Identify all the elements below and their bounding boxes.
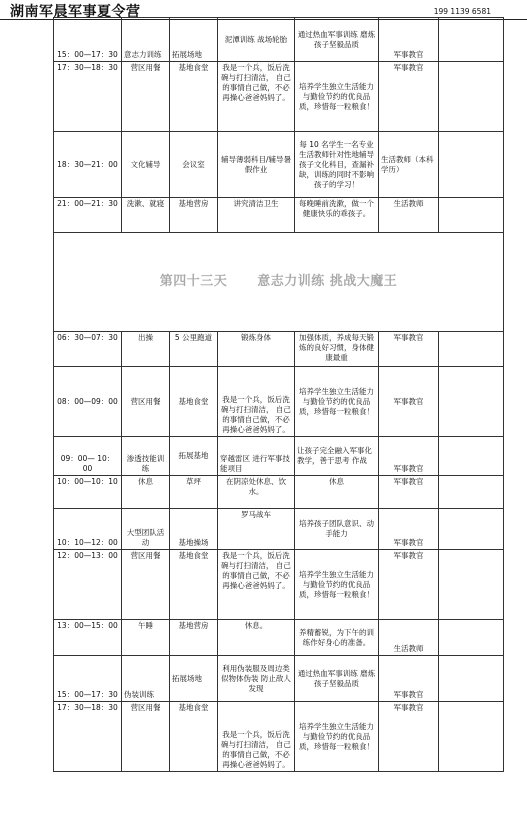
- cell-content: 我是一个兵，饭后洗碗与打扫清洁， 自己的事情自己做，不必再操心爸爸妈妈了。: [218, 62, 295, 132]
- cell-empty: [439, 620, 504, 656]
- cell-content: 穿越雷区 进行军事技能项目: [218, 437, 295, 476]
- cell-activity: 渗透技能训练: [122, 437, 170, 476]
- cell-staff: 军事教官: [379, 509, 439, 550]
- table-row: [54, 509, 504, 550]
- cell-location: 基地食堂: [170, 702, 218, 772]
- cell-purpose: 加强体质，养成每天锻炼的良好习惯，身体健康最重: [295, 332, 379, 367]
- cell-activity: 出操: [122, 332, 170, 367]
- cell-staff: 军事教官: [379, 18, 439, 62]
- cell-activity: 营区用餐: [122, 62, 170, 132]
- cell-empty: [439, 550, 504, 620]
- cell-time: 15：00—17：30: [54, 18, 122, 62]
- cell-empty: [439, 332, 504, 367]
- cell-location: 会议室: [170, 132, 218, 198]
- cell-location: 5 公里跑道: [170, 332, 218, 367]
- cell-activity: 大型团队活动: [122, 509, 170, 550]
- cell-activity: 意志力训练: [122, 18, 170, 62]
- cell-time: 13：00—15：00: [54, 620, 122, 656]
- cell-activity: 休息: [122, 476, 170, 509]
- table-row: [54, 132, 504, 198]
- banner-day: 第四十三天: [159, 274, 228, 289]
- cell-purpose: 培养孩子团队意识、动手能力: [295, 509, 379, 550]
- cell-purpose: 培养学生独立生活能力与勤俭节约的优良品质，珍惜每一粒粮食！: [295, 62, 379, 132]
- cell-empty: [439, 437, 504, 476]
- cell-content: 讲究清洁卫生: [218, 198, 295, 233]
- cell-staff: 军事教官: [379, 656, 439, 702]
- cell-time: 17：30—18：30: [54, 702, 122, 772]
- cell-content: 我是一个兵，饭后洗碗与打扫清洁， 自己的事情自己做，不必再操心爸爸妈妈了。: [218, 702, 295, 772]
- cell-activity: 午睡: [122, 620, 170, 656]
- cell-time: 09：00— 10：00: [54, 437, 122, 476]
- cell-content: 我是一个兵，饭后洗碗与打扫清洁， 自己的事情自己做，不必再操心爸爸妈妈了。: [218, 550, 295, 620]
- cell-empty: [439, 62, 504, 132]
- cell-location: 基地营房: [170, 198, 218, 233]
- cell-purpose: 养精蓄锐，为下午的训练作好身心的准备。: [295, 620, 379, 656]
- day-banner: [54, 233, 504, 332]
- cell-purpose: 培养学生独立生活能力与勤俭节约的优良品质，珍惜每一粒粮食！: [295, 367, 379, 437]
- banner-theme: 意志力训练 挑战大魔王: [257, 274, 398, 289]
- cell-purpose: 培养学生独立生活能力与勤俭节约的优良品质，珍惜每一粒粮食！: [295, 550, 379, 620]
- cell-staff: 军事教官: [379, 62, 439, 132]
- cell-empty: [439, 367, 504, 437]
- cell-empty: [439, 476, 504, 509]
- cell-activity: 营区用餐: [122, 367, 170, 437]
- cell-activity: 营区用餐: [122, 702, 170, 772]
- cell-time: 18：30—21：00: [54, 132, 122, 198]
- cell-time: 15：00—17：30: [54, 656, 122, 702]
- cell-time: 21：00—21：30: [54, 198, 122, 233]
- table-row: [54, 18, 504, 62]
- cell-activity: 洗漱、就寝: [122, 198, 170, 233]
- table-row: [54, 62, 504, 132]
- cell-activity: 营区用餐: [122, 550, 170, 620]
- cell-staff: 军事教官: [379, 437, 439, 476]
- cell-content: 休息。: [218, 620, 295, 656]
- header-phone: 199 1139 6581: [433, 7, 491, 16]
- cell-content: 泥潭训练 战场轮胎: [218, 18, 295, 62]
- cell-purpose: 休息: [295, 476, 379, 509]
- cell-empty: [439, 132, 504, 198]
- cell-empty: [439, 702, 504, 772]
- cell-location: 基地操场: [170, 509, 218, 550]
- table-row: [54, 550, 504, 620]
- table-row: [54, 476, 504, 509]
- cell-staff: 生活教师（本科学历）: [379, 132, 439, 198]
- cell-time: 17：30—18：30: [54, 62, 122, 132]
- cell-purpose: 让孩子完全融入军事化教学，善于思考 作战: [295, 437, 379, 476]
- cell-purpose: 通过热血军事训练 磨炼孩子坚毅品质: [295, 18, 379, 62]
- cell-staff: 生活教师: [379, 620, 439, 656]
- cell-staff: 军事教官: [379, 476, 439, 509]
- table-row: [54, 702, 504, 772]
- cell-time: 12：00—13：00: [54, 550, 122, 620]
- cell-activity: 伪装训练: [122, 656, 170, 702]
- cell-staff: 军事教官: [379, 550, 439, 620]
- cell-time: 06：30—07：30: [54, 332, 122, 367]
- cell-content: 在阴凉处休息、饮水。: [218, 476, 295, 509]
- cell-content: 罗马战车: [218, 509, 295, 550]
- table-row: [54, 332, 504, 367]
- schedule-table: [53, 17, 504, 772]
- cell-content: 利用伪装服及周边类似物体伪装 防止敌人发现: [218, 656, 295, 702]
- cell-staff: 生活教师: [379, 198, 439, 233]
- cell-empty: [439, 509, 504, 550]
- cell-empty: [439, 198, 504, 233]
- header-title: 湖南军晨军事夏令营: [10, 4, 141, 20]
- cell-time: 10：00—10：10: [54, 476, 122, 509]
- cell-time: 10：10—12：00: [54, 509, 122, 550]
- cell-purpose: 培养学生独立生活能力与勤俭节约的优良品质，珍惜每一粒粮食！: [295, 702, 379, 772]
- cell-location: 拓展场地: [170, 656, 218, 702]
- table-row: [54, 198, 504, 233]
- cell-content: 我是一个兵，饭后洗碗与打扫清洁， 自己的事情自己做，不必再操心爸爸妈妈了。: [218, 367, 295, 437]
- cell-purpose: 每晚睡前洗漱，做一个健康快乐的乖孩子。: [295, 198, 379, 233]
- cell-staff: 军事教官: [379, 367, 439, 437]
- cell-content: 辅导薄弱科目/辅导暑假作业: [218, 132, 295, 198]
- cell-content: 锻炼身体: [218, 332, 295, 367]
- cell-location: 基地食堂: [170, 367, 218, 437]
- cell-staff: 军事教官: [379, 332, 439, 367]
- cell-location: 草坪: [170, 476, 218, 509]
- cell-location: 基地食堂: [170, 62, 218, 132]
- cell-empty: [439, 18, 504, 62]
- cell-location: 基地营房: [170, 620, 218, 656]
- table-row: [54, 367, 504, 437]
- day-banner-row: [54, 233, 504, 332]
- cell-activity: 文化辅导: [122, 132, 170, 198]
- cell-purpose: 每 10 名学生一名专业生活教师针对性地辅导孩子文化科目，查漏补缺，训练的同时不影响孩子的学习！: [295, 132, 379, 198]
- cell-location: 拓展基地: [170, 437, 218, 476]
- table-row: [54, 620, 504, 656]
- table-row: [54, 437, 504, 476]
- cell-empty: [439, 656, 504, 702]
- cell-time: 08：00—09：00: [54, 367, 122, 437]
- table-row: [54, 656, 504, 702]
- cell-staff: 军事教官: [379, 702, 439, 772]
- cell-purpose: 通过热血军事训练 磨炼孩子坚毅品质: [295, 656, 379, 702]
- cell-location: 拓展场地: [170, 18, 218, 62]
- cell-location: 基地食堂: [170, 550, 218, 620]
